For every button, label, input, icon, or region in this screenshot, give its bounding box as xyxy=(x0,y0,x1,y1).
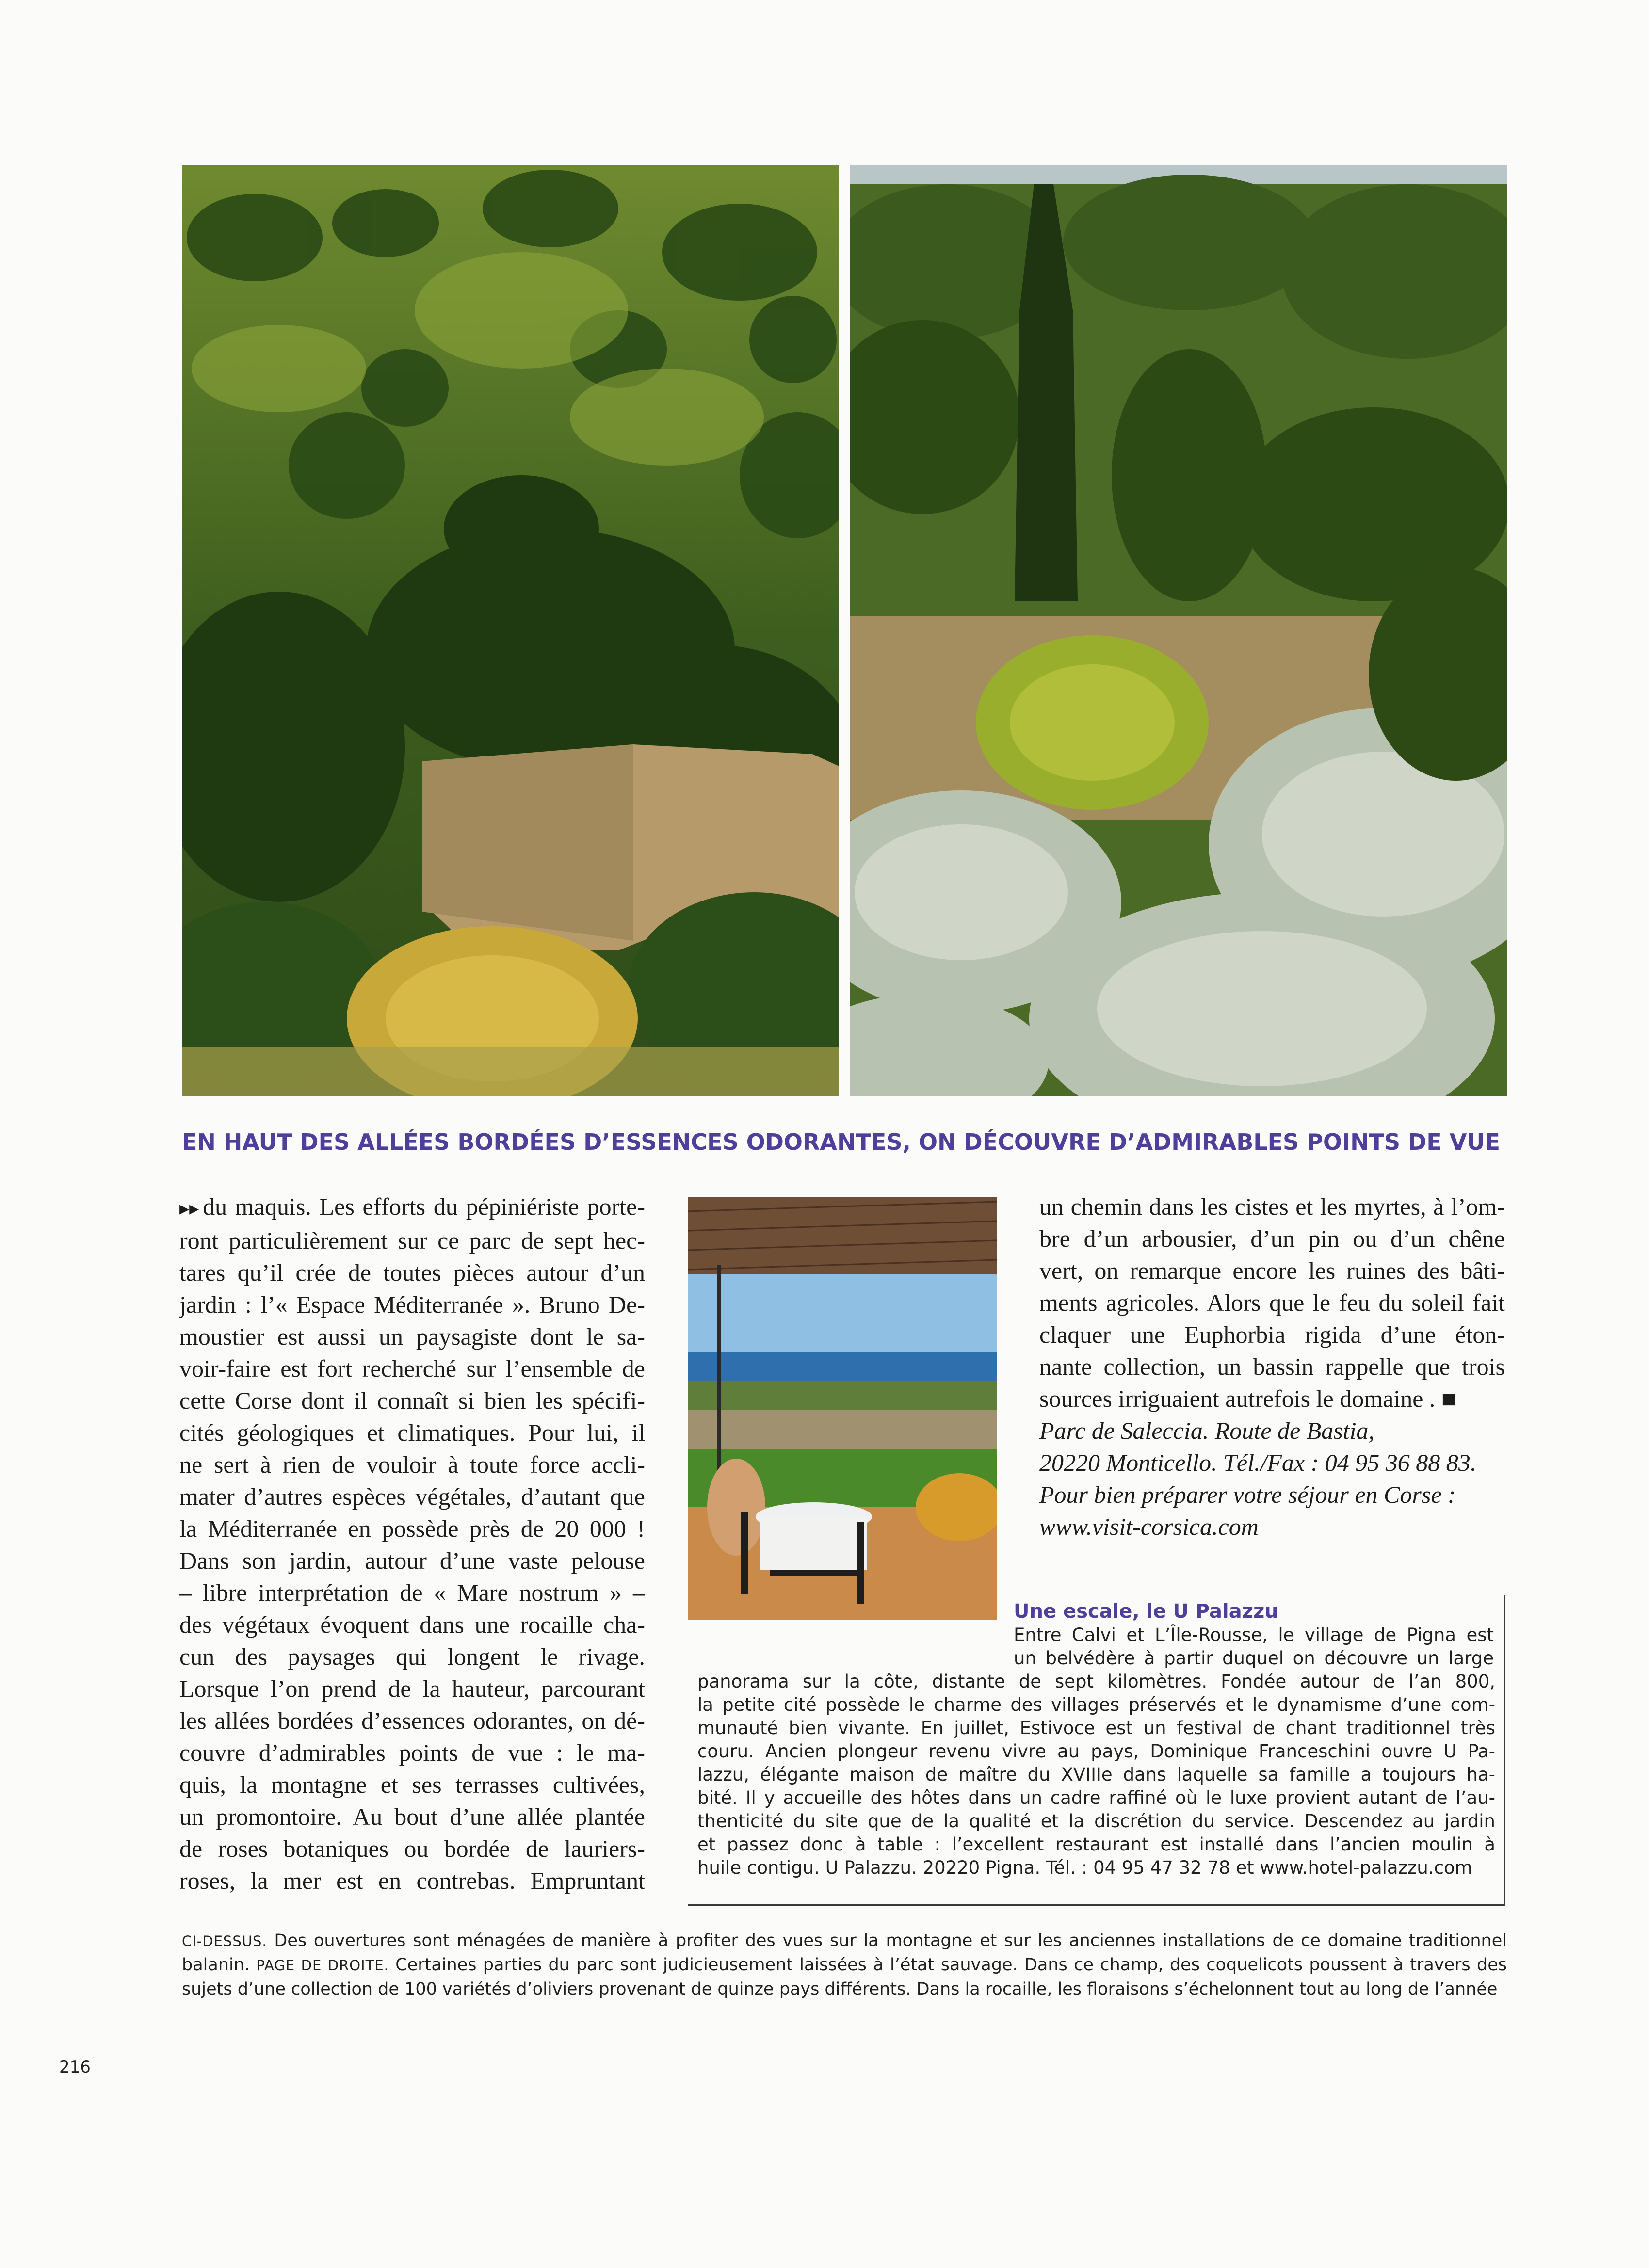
caption-label-above: CI-DESSUS. xyxy=(182,1933,267,1949)
article-column-right xyxy=(1039,1190,1505,1543)
photo-caption xyxy=(182,1929,1507,2001)
article-line: nante collection, un bassin rappelle que trois xyxy=(1039,1353,1505,1380)
article-line: claquer une Euphorbia rigida d’une éton- xyxy=(1039,1321,1505,1348)
article-line: couvre d’admirables points de vue : le ma- xyxy=(179,1739,645,1766)
address-line: Parc de Saleccia. Route de Bastia, xyxy=(1039,1417,1374,1444)
sidebar-line: lazzu, élégante maison de maître du XVIIIe dans laquelle sa famille a toujours ha- xyxy=(697,1764,1495,1785)
article-line: un chemin dans les cistes et les myrtes, à l’om- xyxy=(1039,1193,1505,1220)
sidebar-line: couru. Ancien plongeur revenu vivre au pays, Dominique Franceschini ouvre U Pa- xyxy=(697,1741,1495,1762)
sidebar-line: thenticité du site que de la qualité et la discrétion du service. Descendez au jardin xyxy=(697,1811,1495,1832)
caption-line: balanin. PAGE DE DROITE. Certaines parties du parc sont judicieusement laissées à l’état sauvage. Dans ce champ, des coquelicots poussent à travers des xyxy=(182,1955,1507,1975)
sidebar-line: huile contigu. U Palazzu. 20220 Pigna. Tél. : 04 95 47 32 78 et www.hotel-palazzu.com xyxy=(697,1857,1472,1878)
sidebar-title: Une escale, le U Palazzu xyxy=(1014,1600,1278,1623)
continued-arrow-icon: ▸▸ xyxy=(179,1197,199,1220)
article-column-left xyxy=(179,1190,645,1897)
photo-cypress-garden xyxy=(850,165,1507,1096)
article-line: cités géologiques et climatiques. Pour lui, il xyxy=(179,1419,645,1446)
article-line: moustier est aussi un paysagiste dont le sa- xyxy=(179,1323,645,1350)
article-line: jardin : l’« Espace Méditerranée ». Bruno De- xyxy=(179,1291,645,1318)
sidebar-line: panorama sur la côte, distante de sept kilomètres. Fondée autour de l’an 800, xyxy=(697,1671,1495,1692)
article-line: ▸▸ du maquis. Les efforts du pépiniériste porte- xyxy=(179,1193,645,1220)
headline: EN HAUT DES ALLÉES BORDÉES D’ESSENCES ODORANTES, ON DÉCOUVRE D’ADMIRABLES POINTS DE VUE xyxy=(182,1129,1501,1155)
photo-maquis-ruins xyxy=(182,165,839,1096)
article-line: Lorsque l’on prend de la hauteur, parcourant xyxy=(179,1675,645,1702)
article-line: mater d’autres espèces végétales, d’autant que xyxy=(179,1483,645,1510)
sidebar-line: bité. Il y accueille des hôtes dans un cadre raffiné où le luxe provient autant de l’au- xyxy=(697,1787,1495,1808)
photo-terrace-palazzu xyxy=(688,1197,997,1620)
sidebar-line: munauté bien vivante. En juillet, Estivoce est un festival de chant traditionnel très xyxy=(697,1718,1495,1738)
article-line: ments agricoles. Alors que le feu du soleil fait xyxy=(1039,1289,1505,1316)
article-line: tares qu’il crée de toutes pièces autour d’un xyxy=(179,1259,645,1286)
article-line: sources irriguaient autrefois le domaine . ■ xyxy=(1039,1385,1456,1412)
address-line: 20220 Monticello. Tél./Fax : 04 95 36 88 83. xyxy=(1039,1449,1477,1476)
article-line: les allées bordées d’essences odorantes, on dé- xyxy=(179,1707,645,1734)
article-line: vert, on remarque encore les ruines des bâti- xyxy=(1039,1257,1505,1284)
article-line: bre d’un arbousier, d’un pin ou d’un chêne xyxy=(1039,1225,1505,1252)
caption-line: CI-DESSUS. Des ouvertures sont ménagées de manière à profiter des vues sur la montagne et sur les anciennes installations de ce domaine traditionnel xyxy=(182,1931,1507,1950)
caption-line: sujets d’une collection de 100 variétés d’oliviers provenant de quinze pays différents. Dans la rocaille, les floraisons s’échelonnent tout au long de l’année xyxy=(182,1979,1498,1999)
article-line: cun des paysages qui longent le rivage. xyxy=(179,1643,645,1670)
article-line: Dans son jardin, autour d’une vaste pelouse xyxy=(179,1547,645,1574)
article-line: roses, la mer est en contrebas. Empruntant xyxy=(179,1867,645,1894)
page-number: 216 xyxy=(59,2058,91,2077)
article-line: de roses botaniques ou bordée de lauriers- xyxy=(179,1835,645,1862)
address-line: Pour bien préparer votre séjour en Corse : xyxy=(1039,1481,1456,1508)
sidebar-line: et passez donc à table : l’excellent restaurant est installé dans l’ancien moulin à xyxy=(697,1834,1495,1855)
sidebar-text-bottom xyxy=(697,1670,1495,1880)
article-line: quis, la montagne et ses terrasses cultivées, xyxy=(179,1771,645,1798)
article-line: un promontoire. Au bout d’une allée plantée xyxy=(179,1803,645,1830)
article-line: la Méditerranée en possède près de 20 000 ! xyxy=(179,1515,645,1542)
article-line: – libre interprétation de « Mare nostrum » – xyxy=(179,1579,645,1606)
sidebar-line: la petite cité possède le charme des villages préservés et le dynamisme d’une com- xyxy=(697,1694,1495,1715)
caption-label-right-page: PAGE DE DROITE. xyxy=(256,1957,389,1974)
article-line: ront particulièrement sur ce parc de sept hec- xyxy=(179,1227,645,1254)
sidebar-line: Entre Calvi et L’Île-Rousse, le village de Pigna est xyxy=(1014,1625,1494,1645)
article-line: cette Corse dont il connaît si bien les spécifi- xyxy=(179,1387,645,1414)
article-line: voir-faire est fort recherché sur l’ensemble de xyxy=(179,1355,645,1382)
address-line: www.visit-corsica.com xyxy=(1039,1513,1259,1540)
sidebar-text-top xyxy=(1014,1624,1494,1670)
article-line: ne sert à rien de vouloir à toute force accli- xyxy=(179,1451,645,1478)
sidebar-line: un belvédère à partir duquel on découvre un large xyxy=(1014,1648,1494,1669)
article-line: des végétaux évoquent dans une rocaille cha- xyxy=(179,1611,645,1638)
